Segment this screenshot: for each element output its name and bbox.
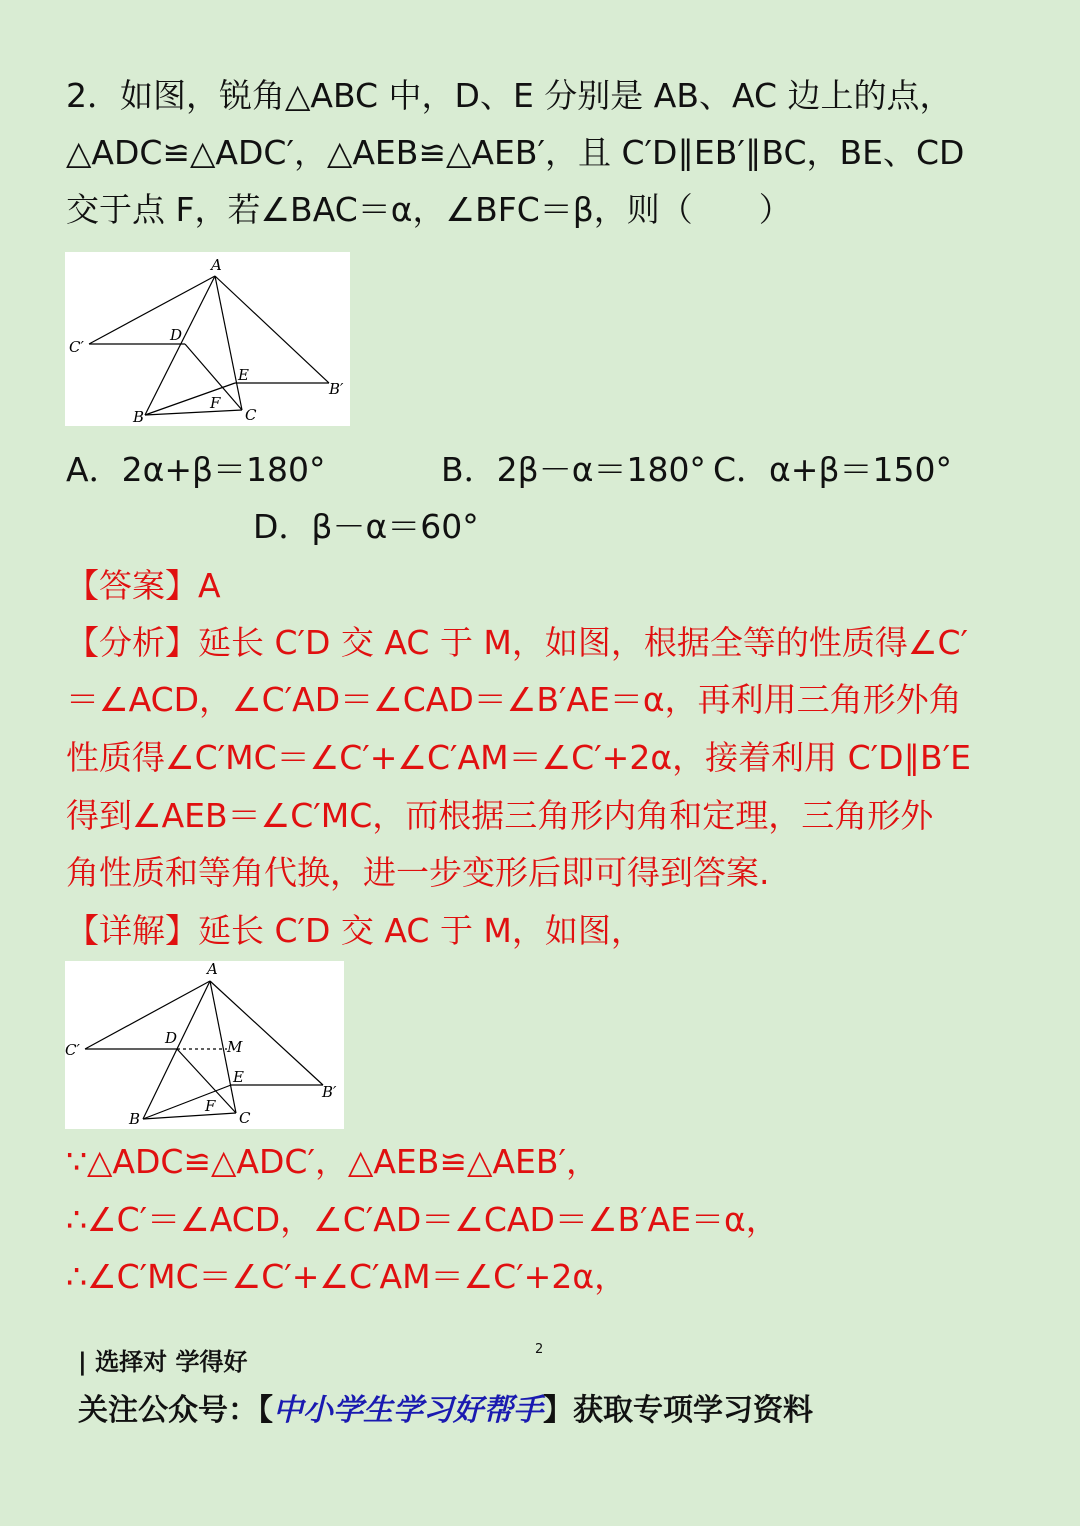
analysis-line-5: 角性质和等角代换，进一步变形后即可得到答案. [66, 853, 770, 892]
label-B-prime: B′ [322, 1083, 337, 1101]
detail-step-1: ∵△ADC≌△ADC′，△AEB≌△AEB′， [66, 1142, 599, 1181]
answer-line: 【答案】A [66, 566, 221, 605]
label-F: F [205, 1097, 216, 1115]
geometry-figure-2 [65, 961, 344, 1129]
question-line-1: 2．如图，锐角△ABC 中，D、E 分别是 AB、AC 边上的点， [66, 76, 953, 115]
label-C: C [245, 406, 257, 424]
analysis-line-2: ＝∠ACD，∠C′AD＝∠CAD＝∠B′AE＝α，再利用三角形外角 [66, 680, 962, 719]
label-B-prime: B′ [329, 380, 344, 398]
cta-suffix: 】获取专项学习资料 [543, 1393, 813, 1428]
label-C-prime: C′ [69, 338, 84, 356]
label-A: A [207, 961, 218, 978]
label-D: D [170, 326, 183, 344]
geometry-figure-1 [65, 252, 350, 426]
question-line-3: 交于点 F，若∠BAC＝α，∠BFC＝β，则（ ） [66, 190, 792, 229]
label-B: B [129, 1110, 141, 1128]
footer-slogan: | 选择对 学得好 [78, 1348, 248, 1376]
label-F: F [210, 394, 221, 412]
cta-brand: 中小学生学习好帮手 [273, 1393, 543, 1428]
option-b: B．2β－α＝180° [441, 450, 706, 489]
label-M: M [227, 1038, 243, 1056]
page-number: 2 [535, 1342, 544, 1357]
label-C-prime: C′ [65, 1041, 80, 1059]
label-E: E [238, 366, 249, 384]
label-A: A [211, 256, 222, 274]
detail-step-2: ∴∠C′＝∠ACD，∠C′AD＝∠CAD＝∠B′AE＝α， [66, 1200, 779, 1239]
analysis-line-3: 性质得∠C′MC＝∠C′+∠C′AM＝∠C′+2α，接着利用 C′D∥B′E [66, 738, 972, 777]
analysis-line-4: 得到∠AEB＝∠C′MC，而根据三角形内角和定理，三角形外 [66, 796, 934, 835]
detail-step-3: ∴∠C′MC＝∠C′+∠C′AM＝∠C′+2α， [66, 1257, 628, 1296]
option-a: A．2α+β＝180° [66, 450, 326, 489]
detail-intro: 【详解】延长 C′D 交 AC 于 M，如图， [66, 911, 644, 950]
option-d: D．β－α＝60° [253, 507, 479, 546]
option-c: C．α+β＝150° [713, 450, 952, 489]
analysis-line-1: 【分析】延长 C′D 交 AC 于 M，如图，根据全等的性质得∠C′ [66, 623, 969, 662]
footer-cta [78, 1385, 813, 1429]
question-line-2: △ADC≌△ADC′，△AEB≌△AEB′，且 C′D∥EB′∥BC，BE、CD [66, 133, 965, 172]
label-D: D [165, 1029, 178, 1047]
label-C: C [239, 1109, 251, 1127]
label-B: B [133, 408, 145, 426]
cta-prefix: 关注公众号：【 [78, 1393, 273, 1428]
label-E: E [233, 1068, 244, 1086]
